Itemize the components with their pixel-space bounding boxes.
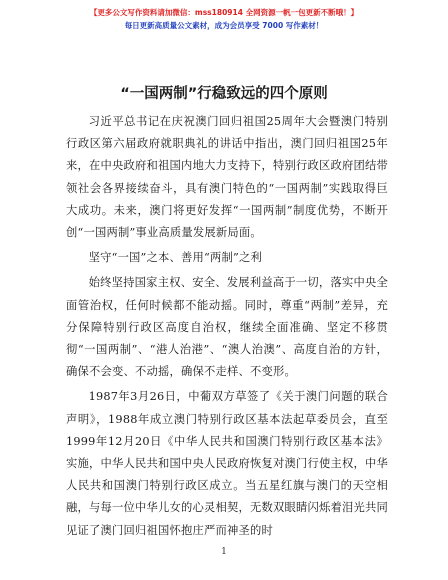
- section-heading: 坚守“一国”之本、善用“两制”之利: [88, 251, 262, 265]
- promo-banner-line-1: 【更多公文写作资料请加微信：mss180914 全网资源一帆一包更新不断哦！】: [89, 8, 359, 17]
- document-title: “一国两制”行稳致远的四个原则: [120, 86, 328, 102]
- page-number: 1: [221, 547, 227, 557]
- paragraph-history: 1987年3月26日，中葡双方草签了《关于澳门问题的联合声明》，1988年成立澳门特别行政区基本法起草委员会，直至1999年12月20日《中华人民共和国澳门特别行政区基本法》实施，中华人民共和国中央人民政府恢复对澳门行使主权，中华人民共和国澳门特别行政区成立。当五星红旗与澳门的天空相融，与每一位中华儿女的心灵相契，无数双眼睛闪烁着泪光共同见证了澳门回归祖国怀抱庄严而神圣的时: [66, 390, 388, 537]
- promo-banner: [0, 6, 448, 32]
- document-body: [66, 111, 388, 542]
- promo-banner-line-2: 每日更新高质量公文素材，成为会员享受 7000 写作素材！: [124, 21, 324, 30]
- paragraph-intro: 习近平总书记在庆祝澳门回归祖国25周年大会暨澳门特别行政区第六届政府就职典礼的讲话中指出，澳门回归祖国25年来，在中央政府和祖国内地大力支持下，特别行政区政府团结带领社会各界接续奋斗，具有澳门特色的“一国两制”实践取得巨大成功。未来，澳门将更好发挥“一国两制”制度优势，不断开创“一国两制”事业高质量发展新局面。: [66, 115, 388, 240]
- paragraph-principle: 始终坚持国家主权、安全、发展利益高于一切，落实中央全面管治权，任何时候都不能动摇。同时，尊重“两制”差异，充分保障特别行政区高度自治权，继续全面准确、坚定不移贯彻“一国两制”、“港人治港”、“澳人治澳”、高度自治的方针，确保不会变、不动摇，确保不走样、不变形。: [66, 276, 388, 379]
